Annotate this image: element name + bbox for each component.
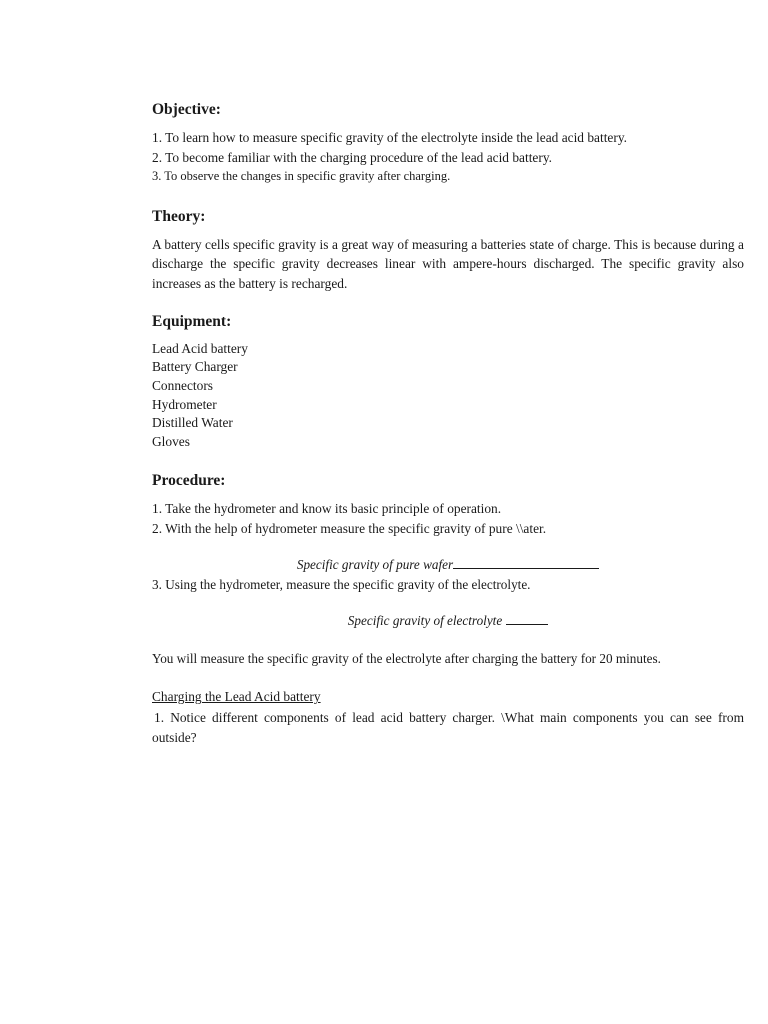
equipment-item: Distilled Water: [152, 415, 233, 431]
electrolyte-gravity-line: [152, 612, 744, 630]
equipment-item: Gloves: [152, 433, 190, 449]
electrolyte-gravity-label: Specific gravity of electrolyte: [347, 613, 503, 629]
pure-water-gravity-line: [152, 556, 744, 574]
pure-water-gravity-blank: [453, 556, 599, 569]
equipment-list: [152, 340, 744, 452]
procedure-steps: [152, 499, 744, 538]
equipment-item: Lead Acid battery: [152, 340, 248, 356]
charging-step: 1. Notice different components of lead acid battery charger. \What main components you can see from outside?: [152, 710, 744, 745]
equipment-item: Hydrometer: [152, 396, 217, 412]
charging-heading: Charging the Lead Acid battery: [152, 689, 321, 705]
electrolyte-gravity-blank: [506, 612, 548, 625]
procedure-step: 3. Using the hydrometer, measure the specific gravity of the electrolyte.: [152, 577, 531, 593]
theory-paragraph: A battery cells specific gravity is a great way of measuring a batteries state of charge. This is because during a discharge the specific gravity decreases linear with ampere-hours discharged. The specific gravity also increases as the battery is recharged.: [152, 236, 744, 292]
objective-heading: Objective:: [152, 101, 221, 118]
procedure-step: 2. With the help of hydrometer measure the specific gravity of pure \\ater.: [152, 520, 547, 536]
equipment-item: Connectors: [152, 378, 213, 394]
theory-heading: Theory:: [152, 207, 206, 225]
objective-list: [152, 128, 744, 187]
objective-item: 3. To observe the changes in specific gravity after charging.: [152, 169, 451, 183]
procedure-step: 1. Take the hydrometer and know its basic principle of operation.: [152, 501, 502, 517]
document-content: [152, 100, 744, 747]
equipment-heading: Equipment:: [152, 312, 232, 330]
objective-item: 2. To become familiar with the charging procedure of the lead acid battery.: [152, 149, 553, 165]
procedure-heading: Procedure:: [152, 472, 226, 490]
procedure-note: You will measure the specific gravity of the electrolyte after charging the battery for 20 minutes.: [152, 651, 661, 667]
objective-item: 1. To learn how to measure specific gravity of the electrolyte inside the lead acid battery.: [152, 130, 627, 145]
pure-water-gravity-label: Specific gravity of pure wafer: [296, 557, 454, 573]
equipment-item: Battery Charger: [152, 359, 238, 375]
